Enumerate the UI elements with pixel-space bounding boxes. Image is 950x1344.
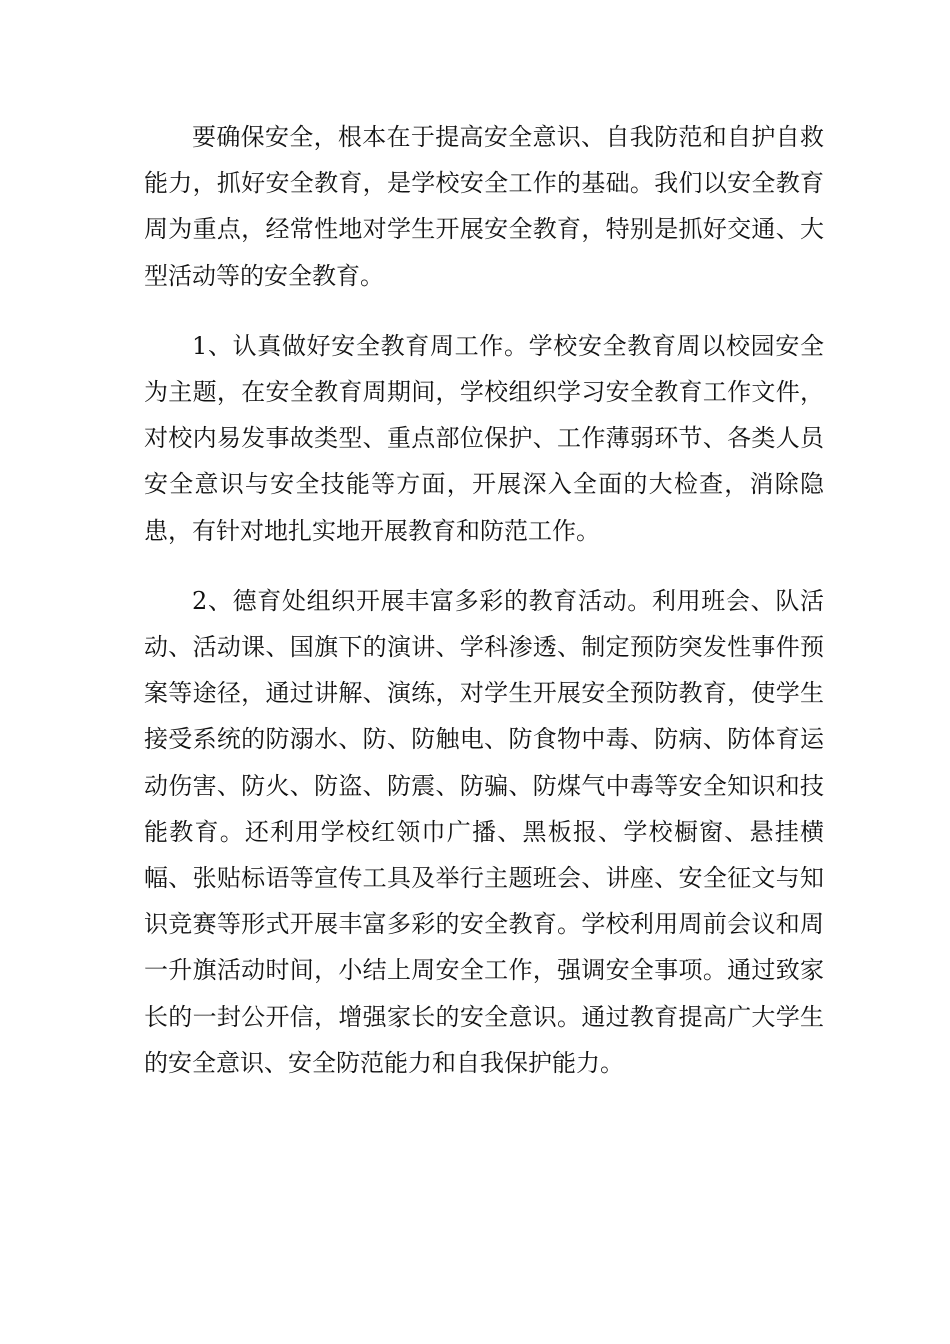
paragraph-item-2: 2、德育处组织开展丰富多彩的教育活动。利用班会、队活动、活动课、国旗下的演讲、学科渗透、制定预防突发性事件预案等途径，通过讲解、演练，对学生开展安全预防教育，使学生接受系统的防溺水、防、防触电、防食物中毒、防病、防体育运动伤害、防火、防盗、防震、防骗、防煤气中毒等安全知识和技能教育。还利用学校红领巾广播、黑板报、学校橱窗、悬挂横幅、张贴标语等宣传工具及举行主题班会、讲座、安全征文与知识竞赛等形式开展丰富多彩的安全教育。学校利用周前会议和周一升旗活动时间，小结上周安全工作，强调安全事项。通过致家长的一封公开信，增强家长的安全意识。通过教育提高广大学生的安全意识、安全防范能力和自我保护能力。 [144, 586, 824, 1077]
document-page [144, 114, 824, 1110]
paragraph-item-1: 1、认真做好安全教育周工作。学校安全教育周以校园安全为主题，在安全教育周期间，学校组织学习安全教育工作文件，对校内易发事故类型、重点部位保护、工作薄弱环节、各类人员安全意识与安全技能等方面，开展深入全面的大检查，消除隐患，有针对地扎实地开展教育和防范工作。 [144, 331, 824, 545]
paragraph-intro: 要确保安全，根本在于提高安全意识、自我防范和自护自救能力，抓好安全教育，是学校安全工作的基础。我们以安全教育周为重点，经常性地对学生开展安全教育，特别是抓好交通、大型活动等的安全教育。 [144, 123, 824, 290]
